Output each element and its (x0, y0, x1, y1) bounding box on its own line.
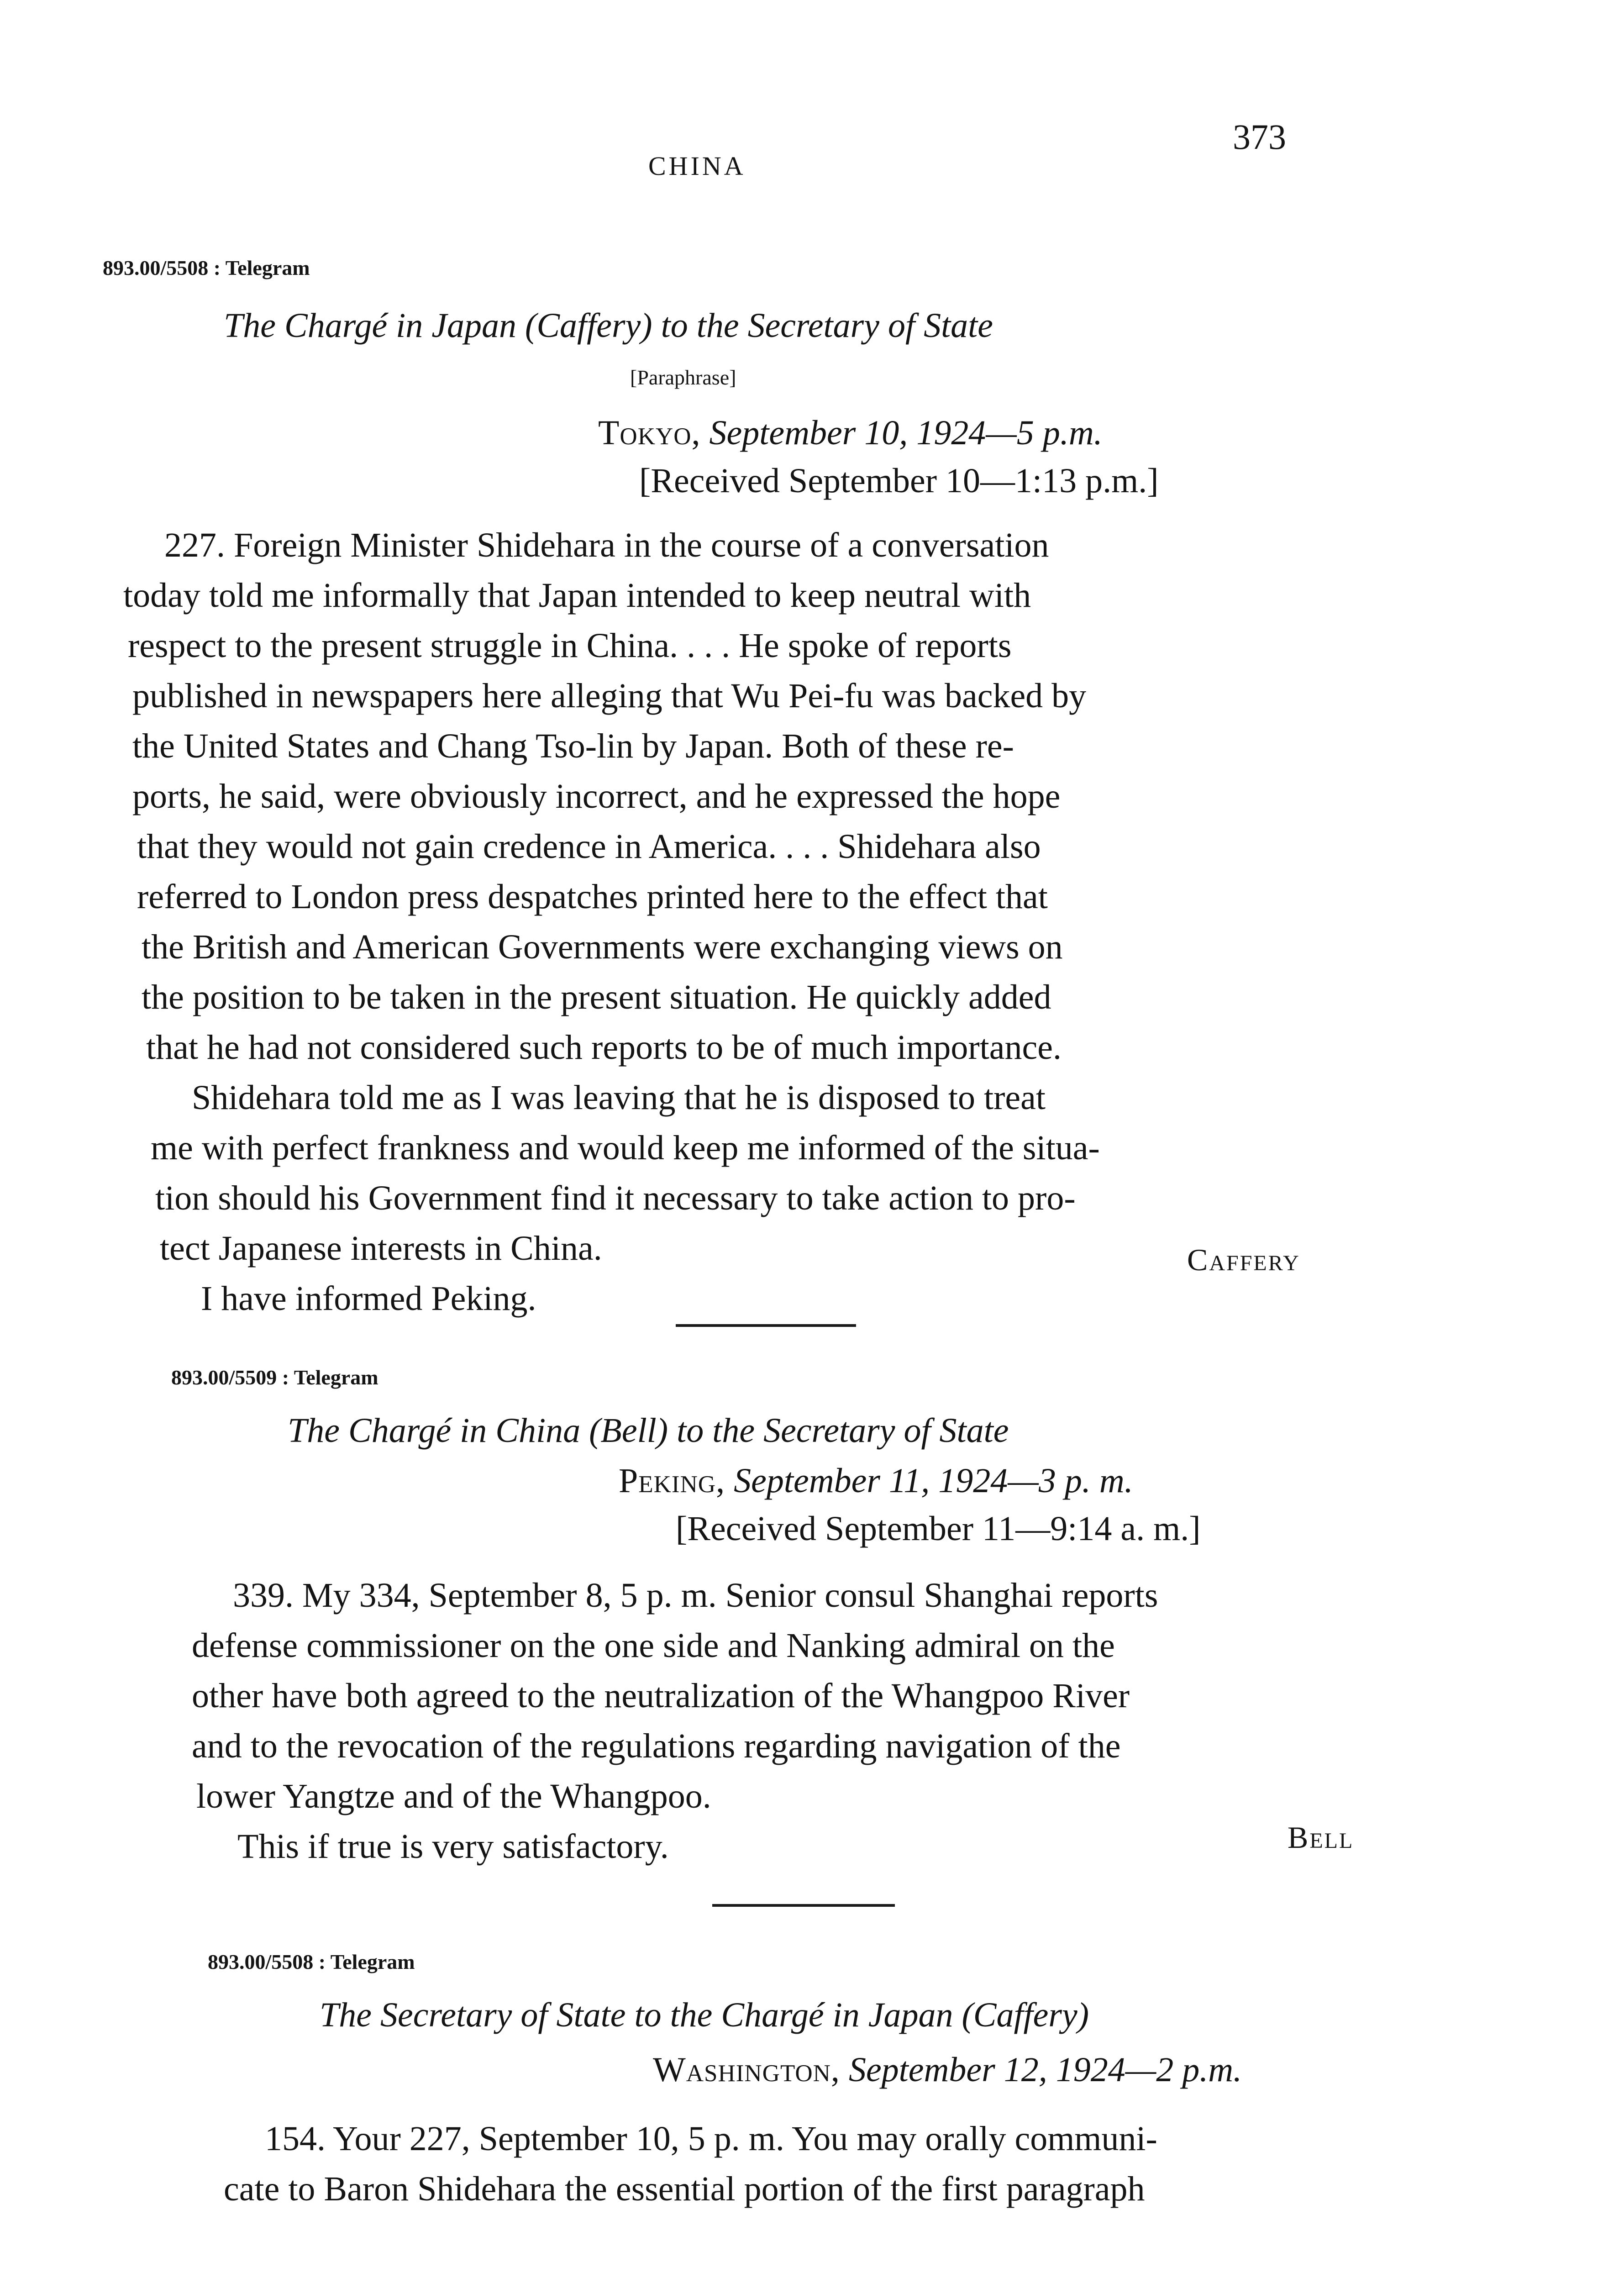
doc2-date: September 11, 1924—3 p. m. (734, 1462, 1133, 1500)
doc1-line: ports, he said, were obviously incorrect, and he expressed the hope (132, 777, 1061, 815)
doc1-line: tion should his Government find it necessary to take action to pro- (155, 1179, 1076, 1217)
doc3-line: 154. Your 227, September 10, 5 p. m. You may orally communi- (265, 2120, 1157, 2158)
doc1-line: that he had not considered such reports to be of much importance. (146, 1028, 1062, 1067)
doc3-file-ref: 893.00/5508 : Telegram (208, 1950, 415, 1973)
doc2-file-ref: 893.00/5509 : Telegram (171, 1366, 378, 1389)
doc2-line: and to the revocation of the regulations regarding navigation of the (192, 1727, 1121, 1765)
doc1-line: referred to London press despatches printed here to the effect that (137, 878, 1048, 916)
doc1-line: me with perfect frankness and would keep me informed of the situa- (151, 1129, 1100, 1167)
running-head: CHINA (648, 151, 746, 181)
doc2-dateline (619, 1461, 1133, 1501)
doc1-line: the British and American Governments were exchanging views on (142, 928, 1063, 966)
doc3-place: Washington, (653, 2051, 840, 2089)
doc2-line: other have both agreed to the neutralization of the Whangpoo River (192, 1677, 1130, 1715)
section-divider (676, 1324, 856, 1327)
doc1-line: the United States and Chang Tso-lin by Japan. Both of these re- (132, 727, 1014, 765)
page-number: 373 (1233, 117, 1286, 157)
doc1-title: The Chargé in Japan (Caffery) to the Secretary of State (224, 306, 993, 345)
doc2-line: defense commissioner on the one side and Nanking admiral on the (192, 1626, 1115, 1665)
doc2-place: Peking, (619, 1462, 725, 1500)
doc1-line: tect Japanese interests in China. (160, 1229, 602, 1268)
doc1-line: the position to be taken in the present situation. He quickly added (142, 978, 1051, 1016)
doc1-note: [Paraphrase] (630, 366, 736, 389)
doc1-line: today told me informally that Japan intended to keep neutral with (123, 576, 1031, 615)
doc3-line: cate to Baron Shidehara the essential portion of the first paragraph (224, 2170, 1145, 2208)
doc2-line: lower Yangtze and of the Whangpoo. (196, 1777, 711, 1815)
doc1-line: 227. Foreign Minister Shidehara in the course of a conversation (164, 526, 1049, 564)
doc2-received: [Received September 11—9:14 a. m.] (676, 1510, 1201, 1548)
section-divider (712, 1904, 895, 1907)
doc1-dateline (598, 413, 1103, 453)
doc2-line: This if true is very satisfactory. (237, 1827, 669, 1866)
doc1-received: [Received September 10—1:13 p.m.] (639, 462, 1159, 500)
doc2-signature: Bell (1288, 1820, 1354, 1855)
doc2-title: The Chargé in China (Bell) to the Secretary of State (288, 1411, 1009, 1450)
doc3-dateline (653, 2050, 1242, 2090)
doc1-place: Tokyo, (598, 414, 701, 452)
doc2-line: 339. My 334, September 8, 5 p. m. Senior consul Shanghai reports (233, 1576, 1158, 1615)
doc1-line: published in newspapers here alleging that Wu Pei-fu was backed by (132, 677, 1087, 715)
doc1-signature: Caffery (1187, 1242, 1300, 1277)
doc1-file-ref: 893.00/5508 : Telegram (103, 256, 310, 279)
doc1-date: September 10, 1924—5 p.m. (709, 414, 1103, 452)
doc1-line: respect to the present struggle in China. . . . He spoke of reports (128, 626, 1012, 665)
doc1-line: Shidehara told me as I was leaving that he is disposed to treat (192, 1078, 1046, 1117)
doc1-line: I have informed Peking. (201, 1279, 536, 1318)
doc3-date: September 12, 1924—2 p.m. (848, 2051, 1242, 2089)
doc1-line: that they would not gain credence in America. . . . Shidehara also (137, 827, 1041, 866)
doc3-title: The Secretary of State to the Chargé in Japan (Caffery) (320, 1996, 1089, 2034)
